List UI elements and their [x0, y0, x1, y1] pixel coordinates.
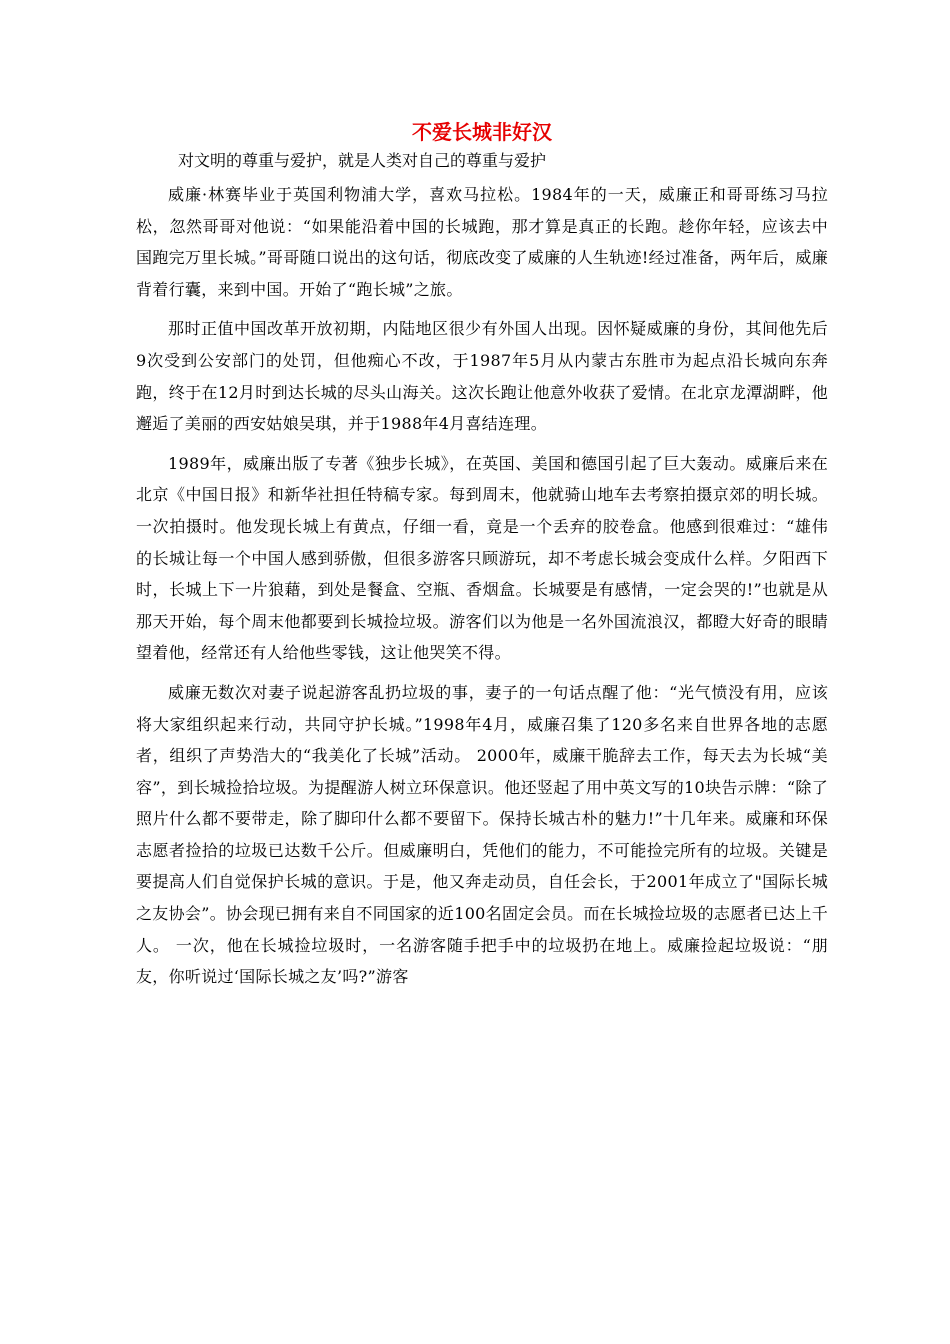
paragraph-1: 威廉·林赛毕业于英国利物浦大学，喜欢马拉松。1984年的一天，威廉正和哥哥练习马拉松，忽然哥哥对他说：“如果能沿着中国的长城跑，那才算是真正的长跑。趁你年轻，应该去中国跑完万里长城。”哥哥随口说出的这句话，彻底改变了威廉的人生轨迹!经过准备，两年后，威廉背着行囊，来到中国。开始了“跑长城”之旅。: [136, 185, 828, 299]
paragraph-3: 1989年，威廉出版了专著《独步长城》，在英国、美国和德国引起了巨大轰动。威廉后来在北京《中国日报》和新华社担任特稿专家。每到周末，他就骑山地车去考察拍摄京郊的明长城。一次拍摄时。他发现长城上有黄点，仔细一看，竟是一个丢弃的胶卷盒。他感到很难过：“雄伟的长城让每一个中国人感到骄傲，但很多游客只顾游玩，却不考虑长城会变成什么样。夕阳西下时，长城上下一片狼藉，到处是餐盒、空瓶、香烟盒。长城要是有感情，一定会哭的!”也就是从那天开始，每个周末他都要到长城捡垃圾。游客们以为他是一名外国流浪汉，都瞪大好奇的眼睛望着他，经常还有人给他些零钱，这让他哭笑不得。: [136, 453, 828, 663]
document-subtitle: 对文明的尊重与爱护，就是人类对自己的尊重与爱护: [178, 151, 547, 170]
document-title: 不爱长城非好汉: [412, 120, 552, 144]
paragraph-2: 那时正值中国改革开放初期，内陆地区很少有外国人出现。因怀疑威廉的身份，其间他先后9次受到公安部门的处罚，但他痴心不改，于1987年5月从内蒙古东胜市为起点沿长城向东奔跑，终于在12月时到达长城的尽头山海关。这次长跑让他意外收获了爱情。在北京龙潭湖畔，他邂逅了美丽的西安姑娘吴琪，并于1988年4月喜结连理。: [136, 319, 828, 434]
document-page: [136, 118, 828, 1001]
paragraph-4: 威廉无数次对妻子说起游客乱扔垃圾的事，妻子的一句话点醒了他：“光气愤没有用，应该将大家组织起来行动，共同守护长城。”1998年4月，威廉召集了120多名来自世界各地的志愿者，组织了声势浩大的“我美化了长城”活动。 2000年，威廉干脆辞去工作，每天去为长城“美容”，到长城捡拾垃圾。为提醒游人树立环保意识。他还竖起了用中英文写的10块告示牌：“除了照片什么都不要带走，除了脚印什么都不要留下。保持长城古朴的魅力!”十几年来。威廉和环保志愿者捡拾的垃圾已达数千公斤。但威廉明白，凭他们的能力，不可能捡完所有的垃圾。关键是要提高人们自觉保护长城的意识。于是，他又奔走动员，自任会长，于2001年成立了"国际长城之友协会”。协会现已拥有来自不同国家的近100名固定会员。而在长城捡垃圾的志愿者已达上千人。 一次，他在长城捡垃圾时，一名游客随手把手中的垃圾扔在地上。威廉捡起垃圾说：“朋友，你听说过‘国际长城之友’吗?”游客: [136, 682, 828, 987]
